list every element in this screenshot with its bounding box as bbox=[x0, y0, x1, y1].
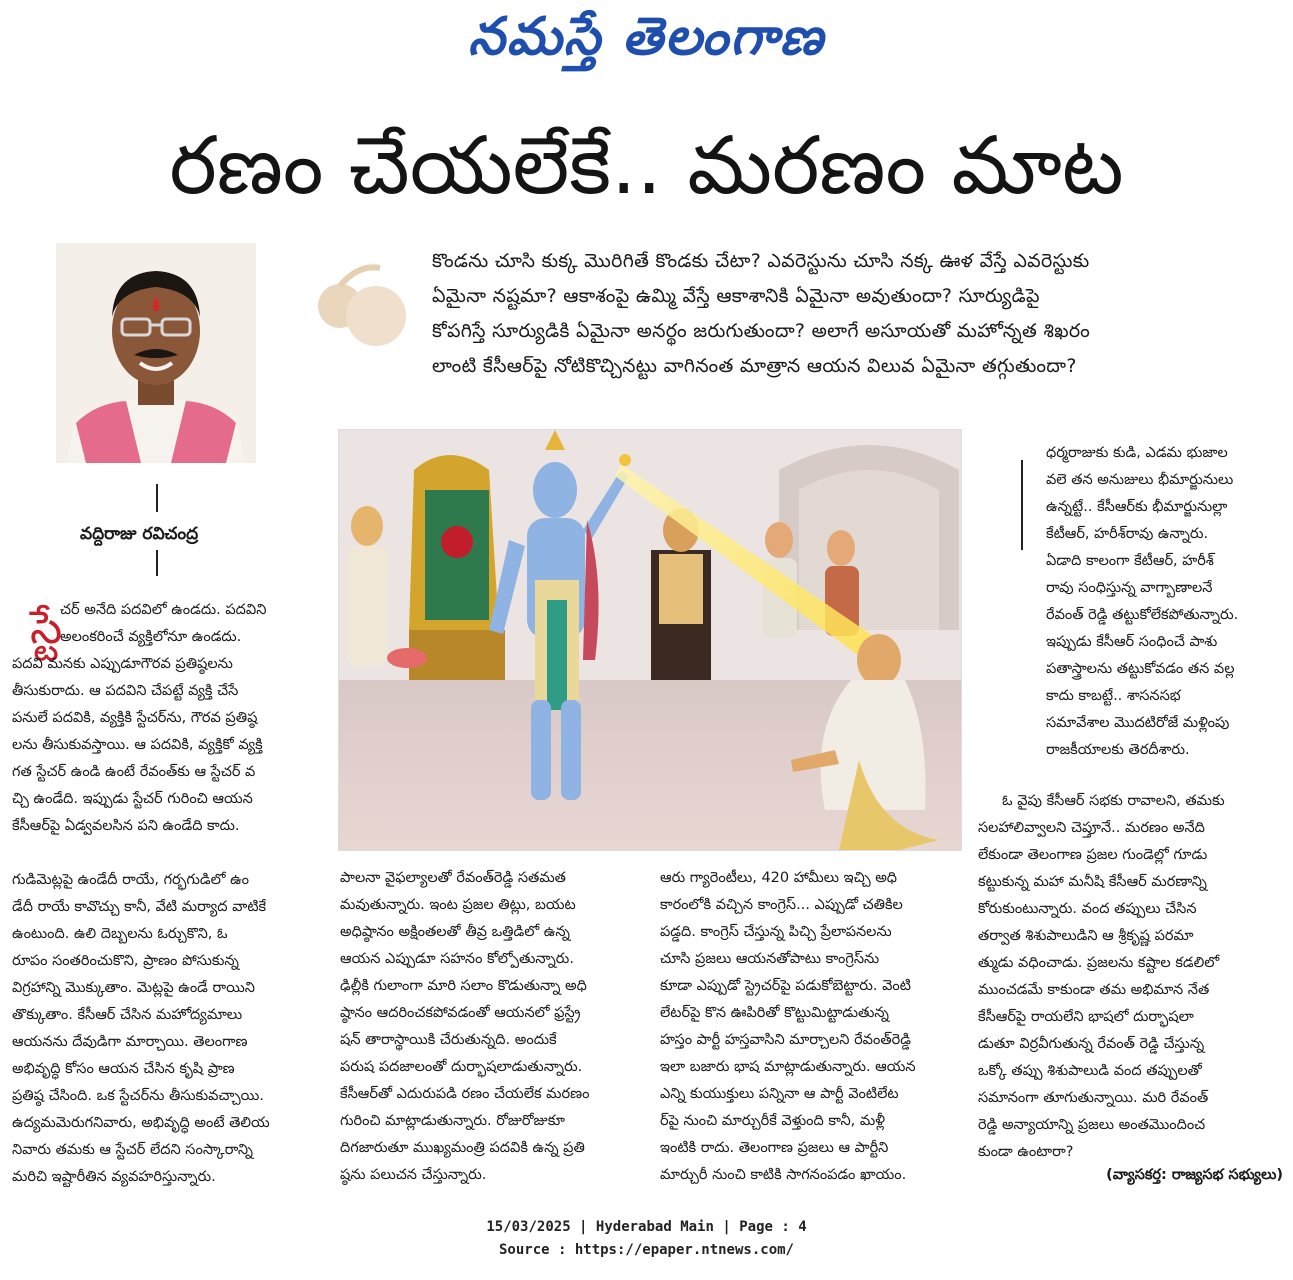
text-line: కాదు కాబట్టే.. శాసనసభ bbox=[1046, 688, 1181, 704]
text-line: కేసీఆర్‌తో ఎదురుపడి రణం చేయలేక మరణం bbox=[340, 1086, 590, 1102]
text-line bbox=[12, 840, 330, 867]
text-line: ముంచడమే కాకుండా తమ అభిమాన నేత bbox=[978, 982, 1210, 998]
author-byline: వద్దిరాజు రవిచంద్ర bbox=[80, 524, 199, 544]
text-line: డేదీ రాయే కావొచ్చు కానీ, వేటి మర్యాద వాటికే bbox=[12, 899, 267, 915]
text-line: రెడ్డి అన్యాయాన్ని ప్రజలు అంతమొందించ bbox=[978, 1117, 1206, 1133]
footer-edition-info: 15/03/2025 | Hyderabad Main | Page : 4 bbox=[486, 1219, 807, 1235]
text-line: గుడిమెట్లపై ఉండేదీ రాయే, గర్భగుడిలో ఉం bbox=[12, 872, 250, 888]
text-line: ఎన్ని కుయుక్తులు పన్నినా ఆ పార్టీ వెంటిలేట bbox=[660, 1086, 899, 1102]
author-note: (వ్యాసకర్త: రాజ్యసభ సభ్యులు) bbox=[1106, 1167, 1283, 1183]
text-line: ఆయన ఎప్పుడూ సహనం కోల్పోతున్నారు. bbox=[340, 951, 574, 967]
text-line: హస్తం పార్టీ హస్తవాసిని మార్చాలని రేవంత్‌రెడ్డి bbox=[660, 1032, 911, 1048]
intro-line: ఏమైనా నష్టమా? ఆకాశంపై ఉమ్మి వేస్తే ఆకాశానికి ఏమైనా అవుతుందా? సూర్యుడిపై bbox=[432, 285, 1040, 307]
author-photo bbox=[56, 243, 256, 463]
text-line: పతాస్త్రాలను తట్టుకోవడం తన వల్ల bbox=[1046, 661, 1235, 677]
text-line: రేవంత్ రెడ్డి తట్టుకోలేకపోతున్నారు. bbox=[1046, 607, 1239, 623]
text-line: కేటీఆర్, హరీశ్‌రావు ఉన్నారు. bbox=[1046, 526, 1209, 542]
text-line: గత స్టేచర్ ఉండి ఉంటే రేవంత్‌కు ఆ స్టేచర్ వ bbox=[12, 764, 256, 780]
text-line: చూసి ప్రజలు ఆయనతోపాటు కాంగ్రెస్‌ను bbox=[660, 951, 880, 967]
text-line: తీసుకురాదు. ఆ పదవిని చేపట్టే వ్యక్తి చేసే bbox=[12, 683, 239, 699]
text-line: ప్రతిష్ఠ చేసింది. ఒక స్టేచర్‌ను తీసుకువచ్చాయి. bbox=[12, 1088, 264, 1104]
text-line: సలహాలివ్వాలని చెప్తూనే.. మరణం అనేది bbox=[978, 820, 1205, 836]
dropcap: స్టే bbox=[30, 600, 63, 654]
text-line: చ్చి ఉండేది. ఇప్పుడు స్టేచర్ గురించి ఆయన bbox=[12, 791, 253, 807]
column-4-rule bbox=[1021, 460, 1023, 550]
text-line: కారంలోకి వచ్చిన కాంగ్రెస్... ఎప్పుడో చతికిల bbox=[660, 897, 903, 913]
text-line: అలంకరించే వ్యక్తిలోనూ ఉండదు. bbox=[60, 629, 242, 645]
intro-line: కొండను చూసి కుక్క మొరిగితే కొండకు చేటా? ఎవరెస్టును చూసి నక్క ఊళ వేస్తే ఎవరెస్టుకు bbox=[432, 250, 1090, 272]
text-line: ఉంటుంది. ఉలి దెబ్బలను ఓర్చుకొని, ఓ bbox=[12, 926, 228, 942]
article-column-1 bbox=[60, 597, 330, 651]
text-line: పదవి మనకు ఎప్పుడూగౌరవ ప్రతిష్ఠలను bbox=[12, 656, 233, 672]
text-line: తర్వాత శిశుపాలుడిని ఆ శ్రీకృష్ణ పరమా bbox=[978, 928, 1194, 944]
text-line: ఇలా బజారు భాష మాట్లాడుతున్నారు. ఆయన bbox=[660, 1059, 916, 1075]
text-line: కట్టుకున్న మహా మనీషి కేసీఆర్ మరణాన్ని bbox=[978, 874, 1207, 890]
text-line: కోరుకుంటున్నారు. వంద తప్పులు చేసిన bbox=[978, 901, 1197, 917]
text-line: నివారు తమకు ఆ స్టేచర్ లేదని సంస్కారాన్ని bbox=[12, 1142, 253, 1158]
article-column-1-cont bbox=[12, 651, 330, 1191]
text-line: ఏడాది కాలంగా కేటీఆర్, హరీశ్ bbox=[1046, 553, 1214, 569]
text-line: సమానంగా తూగుతున్నాయి. మరి రేవంత్ bbox=[978, 1090, 1209, 1106]
text-line: ధర్మరాజుకు కుడి, ఎడమ భుజాల bbox=[1046, 445, 1228, 461]
article-column-4-top bbox=[1046, 440, 1286, 764]
text-line: ర్‌పై నుంచి మార్చురీకే వెళ్తుంది కానీ, మళ్లీ bbox=[660, 1113, 886, 1129]
text-line: ష్ఠానం ఆదరించకపోవడంతో ఆయనలో ఫ్రస్ట్రే bbox=[340, 1005, 581, 1021]
text-line: ఓ వైపు కేసీఆర్ సభకు రావాలని, తమకు bbox=[1002, 793, 1225, 809]
article-column-4-bottom bbox=[978, 788, 1286, 1166]
byline-rule-top bbox=[156, 484, 158, 512]
text-line: రాజకీయాలకు తెరదీశారు. bbox=[1046, 742, 1190, 758]
article-intro bbox=[432, 244, 1284, 384]
text-line: కేసీఆర్‌పై రాయలేని భాషలో దుర్భాషలా bbox=[978, 1009, 1194, 1025]
text-line: పరుష పదజాలంతో దుర్భాషలాడుతున్నారు. bbox=[340, 1059, 583, 1075]
text-line: ష్ఠను పలుచన చేస్తున్నారు. bbox=[340, 1167, 487, 1183]
text-line: ఉన్నట్టే.. కేసీఆర్‌కు భీమార్జునుల్లా bbox=[1046, 499, 1228, 515]
text-line: ఆయనను దేవుడిగా మార్చాయి. తెలంగాణ bbox=[12, 1034, 248, 1050]
text-line: తొక్కుతాం. కేసీఆర్ చేసిన మహోద్యమాలు bbox=[12, 1007, 243, 1023]
text-line: లేకుండా తెలంగాణ ప్రజల గుండెల్లో గూడు bbox=[978, 847, 1208, 863]
text-line: డుతూ విర్రవీగుతున్న రేవంత్ రెడ్డి చేస్తున్న bbox=[978, 1036, 1205, 1052]
text-line: ఆరు గ్యారెంటీలు, 420 హామీలు ఇచ్చి అధి bbox=[660, 870, 898, 886]
text-line: ఉద్యమమెరుగనివారు, అభివృద్ధి అంటే తెలియ bbox=[12, 1115, 270, 1131]
text-line: అధిష్ఠానం అక్షింతలతో తీవ్ర ఒత్తిడిలో ఉన్న bbox=[340, 924, 570, 940]
text-line: కుండా ఉంటారా? bbox=[978, 1144, 1074, 1160]
text-line: విగ్రహాన్ని మొక్కుతాం. మెట్లపై ఉండే రాయిని bbox=[12, 980, 255, 996]
text-line: అభివృద్ధి కోసం ఆయన చేసిన కృషి ప్రాణ bbox=[12, 1061, 235, 1077]
article-column-2 bbox=[340, 865, 650, 1189]
text-line: త్ముడు వధించాడు. ప్రజలను కష్టాల కడలిలో bbox=[978, 955, 1220, 971]
text-line: కేసీఆర్‌పై ఏడ్వవలసిన పని ఉండేది కాదు. bbox=[12, 818, 240, 834]
article-column-3 bbox=[660, 865, 960, 1189]
byline-rule-bottom bbox=[156, 550, 158, 576]
newspaper-masthead: నమస్తే తెలంగాణ bbox=[468, 6, 825, 67]
text-line: మవుతున్నారు. ఇంట ప్రజల తిట్లు, బయట bbox=[340, 897, 576, 913]
text-line: వలె తన అనుజులు భీమార్జునులు bbox=[1046, 472, 1234, 488]
intro-line: లాంటి కేసీఆర్‌పై నోటికొచ్చినట్టు వాగినంత మాత్రాన ఆయన విలువ ఏమైనా తగ్గుతుందా? bbox=[432, 355, 1077, 377]
text-line: గురించి మాట్లాడుతున్నారు. రోజురోజుకూ bbox=[340, 1113, 565, 1129]
text-line: పనులే పదవికి, వ్యక్తికి స్టేచర్‌ను, గౌరవ ప్రతిష్ఠ bbox=[12, 710, 258, 726]
text-line: సమావేశాల మొదటిరోజే మళ్లింపు bbox=[1046, 715, 1230, 731]
quote-decoration-icon bbox=[310, 258, 420, 358]
text-line: లను తీసుకువస్తాయి. ఆ పదవికి, వ్యక్తికో వ్యక్తి bbox=[12, 737, 263, 753]
article-illustration bbox=[338, 429, 962, 851]
text-line: ఒక్కో తప్పు శిశుపాలుడి వంద తప్పులతో bbox=[978, 1063, 1202, 1079]
footer-source-link[interactable]: Source : https://epaper.ntnews.com/ bbox=[498, 1242, 794, 1258]
text-line: ఇంటికి రాదు. తెలంగాణ ప్రజలు ఆ పార్టీని bbox=[660, 1140, 889, 1156]
text-line: పాలనా వైఫల్యాలతో రేవంత్‌రెడ్డి సతమత bbox=[340, 870, 566, 886]
text-line: దిగజారుతూ ముఖ్యమంత్రి పదవికి ఉన్న ప్రతి bbox=[340, 1140, 585, 1156]
text-line: ఇప్పుడు కేసీఆర్ సంధించే పాశు bbox=[1046, 634, 1218, 650]
text-line: లేటర్‌పై కొన ఊపిరితో కొట్టుమిట్టాడుతున్న bbox=[660, 1005, 889, 1021]
intro-line: కోపగిస్తే సూర్యుడికి ఏమైనా అనర్థం జరుగుతుందా? అలాగే అసూయతో మహోన్నత శిఖరం bbox=[432, 320, 1091, 342]
text-line: ఢిల్లీకి గులాంగా మారి సలాం కొడుతున్నా అధి bbox=[340, 978, 587, 994]
text-line: షన్ తారాస్థాయికి చేరుతున్నది. అందుకే bbox=[340, 1032, 557, 1048]
text-line: చర్ అనేది పదవిలో ఉండదు. పదవిని bbox=[60, 602, 267, 618]
text-line: రావు సంధిస్తున్న వాగ్బాణాలనే bbox=[1046, 580, 1213, 596]
text-line: కూడా ఎప్పుడో స్ట్రెచర్‌పై పడుకోబెట్టారు. వెంటి bbox=[660, 978, 911, 994]
text-line: రూపం సంతరించుకొని, ప్రాణం పోసుకున్న bbox=[12, 953, 239, 969]
text-line: మార్చురీ నుంచి కాటికి సాగనంపడం ఖాయం. bbox=[660, 1167, 907, 1183]
text-line: పడ్డది. కాంగ్రెస్ చేస్తున్న పిచ్చి ప్రేలాపనలను bbox=[660, 924, 892, 940]
text-line: మరిచి ఇష్టారీతిన వ్యవహరిస్తున్నారు. bbox=[12, 1169, 216, 1185]
article-headline: రణం చేయలేకే.. మరణం మాట bbox=[169, 119, 1124, 212]
